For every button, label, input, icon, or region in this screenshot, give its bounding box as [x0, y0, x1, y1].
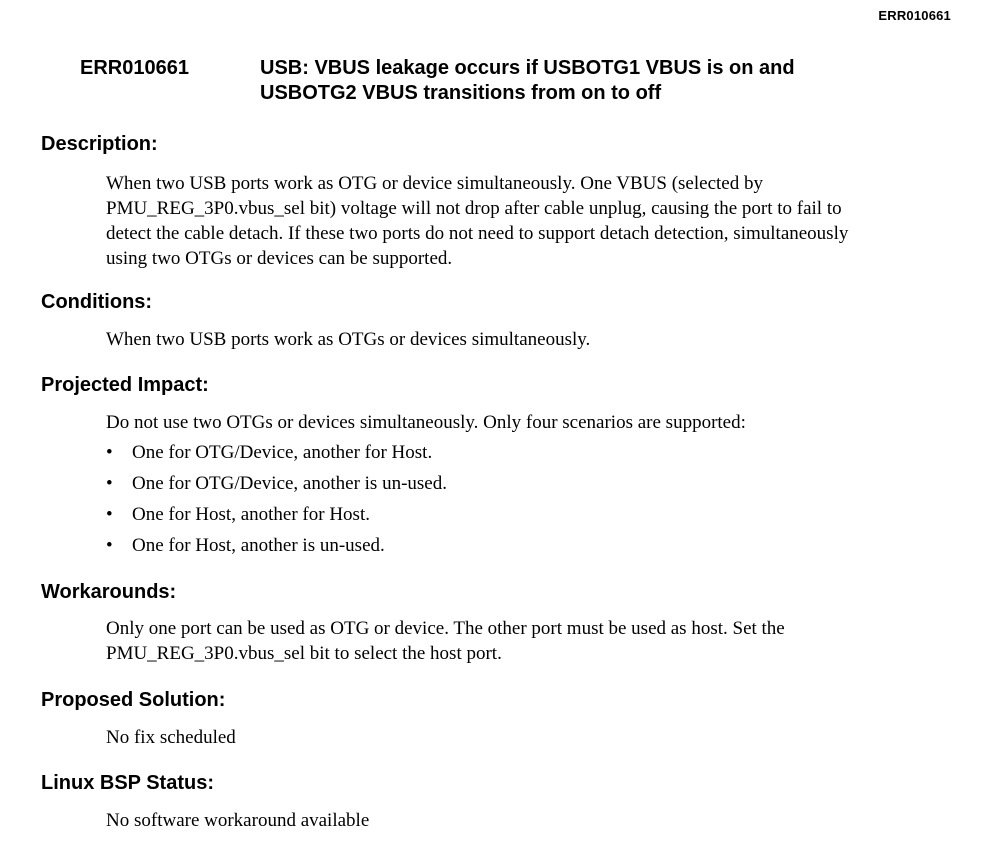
- projected-impact-section: [41, 373, 961, 561]
- bullet-icon: •: [106, 535, 113, 556]
- list-item: [106, 499, 961, 530]
- proposed-solution-body: No fix scheduled: [106, 727, 236, 748]
- proposed-solution-section: [41, 688, 961, 750]
- erratum-title-line-2: USBOTG2 VBUS transitions from on to off: [260, 82, 662, 104]
- supported-scenarios-list: [41, 437, 961, 561]
- list-item: [106, 530, 961, 561]
- projected-impact-heading: Projected Impact:: [41, 374, 209, 396]
- workarounds-heading: Workarounds:: [41, 581, 177, 603]
- scenario-text: One for Host, another for Host.: [132, 504, 370, 525]
- workarounds-line-2: PMU_REG_3P0.vbus_sel bit to select the host port.: [106, 643, 502, 664]
- scenario-text: One for OTG/Device, another for Host.: [132, 442, 433, 463]
- projected-impact-intro: Do not use two OTGs or devices simultaneously. Only four scenarios are supported:: [106, 412, 746, 433]
- conditions-section: [41, 290, 961, 352]
- scenario-text: One for Host, another is un-used.: [132, 535, 385, 556]
- description-line-4: using two OTGs or devices can be supported.: [106, 248, 453, 269]
- linux-bsp-status-body: No software workaround available: [106, 810, 370, 831]
- workarounds-line-1: Only one port can be used as OTG or device. The other port must be used as host. Set the: [106, 618, 785, 639]
- description-body: [41, 171, 961, 271]
- description-line-2: PMU_REG_3P0.vbus_sel bit) voltage will not drop after cable unplug, causing the port to fail to: [106, 198, 842, 219]
- bullet-icon: •: [106, 473, 113, 494]
- proposed-solution-heading: Proposed Solution:: [41, 689, 226, 711]
- description-line-3: detect the cable detach. If these two ports do not need to support detach detection, simultaneously: [106, 223, 849, 244]
- erratum-title: [260, 56, 940, 106]
- erratum-id: ERR010661: [80, 57, 189, 79]
- workarounds-body: [41, 616, 961, 666]
- list-item: [106, 468, 961, 499]
- conditions-heading: Conditions:: [41, 291, 153, 313]
- workarounds-section: [41, 580, 961, 666]
- list-item: [106, 437, 961, 468]
- scenario-text: One for OTG/Device, another is un-used.: [132, 473, 447, 494]
- conditions-body: When two USB ports work as OTGs or devices simultaneously.: [106, 329, 591, 350]
- description-line-1: When two USB ports work as OTG or device simultaneously. One VBUS (selected by: [106, 173, 763, 194]
- bullet-icon: •: [106, 442, 113, 463]
- erratum-title-block: [80, 56, 940, 106]
- linux-bsp-status-section: [41, 771, 961, 833]
- description-heading: Description:: [41, 133, 158, 155]
- bullet-icon: •: [106, 504, 113, 525]
- description-section: [41, 132, 961, 271]
- linux-bsp-status-heading: Linux BSP Status:: [41, 772, 214, 794]
- erratum-title-line-1: USB: VBUS leakage occurs if USBOTG1 VBUS is on and: [260, 57, 795, 79]
- running-header-erratum-id: ERR010661: [878, 8, 951, 23]
